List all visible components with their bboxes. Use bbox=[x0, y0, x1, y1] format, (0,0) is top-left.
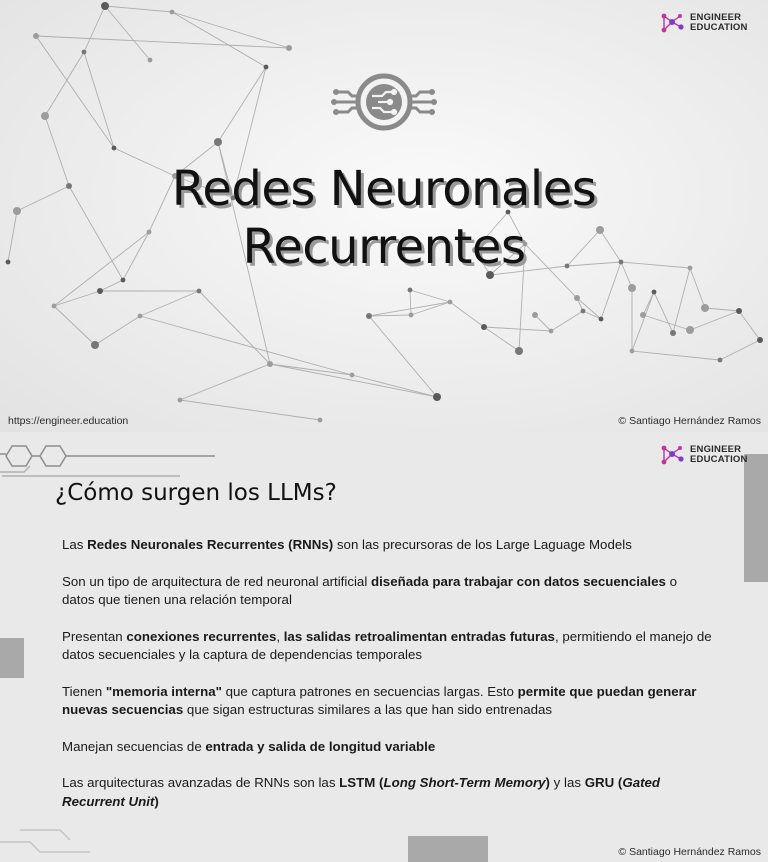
text: , bbox=[276, 628, 284, 644]
paragraph bbox=[62, 573, 712, 610]
text: o datos que tienen una relación temporal bbox=[62, 573, 677, 607]
brand-line1: ENGINEER bbox=[690, 12, 742, 23]
network-edge bbox=[369, 316, 437, 397]
text: Las arquitecturas avanzadas de RNNs son las bbox=[62, 775, 340, 790]
network-node bbox=[112, 146, 117, 151]
network-edge bbox=[654, 292, 673, 333]
network-node bbox=[264, 65, 269, 70]
network-node bbox=[318, 418, 323, 423]
network-node bbox=[214, 138, 222, 146]
copyright: © Santiago Hernández Ramos bbox=[618, 415, 761, 427]
network-node bbox=[267, 361, 273, 367]
network-node bbox=[701, 304, 709, 312]
network-edge bbox=[411, 302, 450, 315]
text: que sigan estructuras similares a las que han sido entrenadas bbox=[183, 702, 553, 717]
network-node bbox=[481, 324, 487, 330]
network-edge bbox=[45, 52, 84, 116]
network-node bbox=[91, 341, 99, 349]
network-node bbox=[366, 313, 372, 319]
brand-logo-2 bbox=[660, 444, 748, 466]
network-edge bbox=[95, 316, 140, 345]
brand-network-icon bbox=[660, 12, 686, 34]
network-node bbox=[736, 308, 742, 314]
network-edge bbox=[643, 292, 654, 315]
network-node bbox=[652, 290, 657, 295]
network-node bbox=[599, 317, 604, 322]
network-edge bbox=[484, 327, 551, 331]
network-node bbox=[197, 289, 202, 294]
bold-text: Redes Neuronales Recurrentes (RNNs) bbox=[87, 537, 334, 552]
network-node bbox=[409, 313, 414, 318]
network-edge bbox=[450, 302, 484, 327]
network-node bbox=[138, 314, 143, 319]
slide-title bbox=[0, 160, 768, 276]
network-edge bbox=[632, 292, 654, 351]
text: , permitiendo el manejo de datos secuenciales y la captura de dependencias temporales bbox=[62, 628, 712, 662]
network-node bbox=[101, 2, 109, 10]
network-edge bbox=[643, 315, 690, 330]
bold-text: permite que puedan generar nuevas secuencias bbox=[62, 683, 697, 717]
brand-line1: ENGINEER bbox=[690, 444, 742, 455]
network-edge bbox=[690, 311, 739, 330]
bold-text: ) bbox=[545, 775, 550, 790]
network-node bbox=[433, 393, 441, 401]
network-edge bbox=[705, 308, 739, 311]
network-edge bbox=[36, 36, 114, 148]
bullet-content bbox=[62, 536, 712, 829]
text: Presentan bbox=[62, 628, 127, 644]
network-edge bbox=[484, 327, 519, 351]
title-line1: Redes Neuronales bbox=[171, 161, 597, 217]
paragraph bbox=[62, 536, 712, 555]
brand-line2: EDUCATION bbox=[690, 22, 748, 33]
network-edge bbox=[632, 351, 720, 360]
network-edge bbox=[410, 290, 450, 302]
brand-logo bbox=[660, 12, 748, 34]
network-node bbox=[515, 347, 523, 355]
network-node bbox=[82, 50, 87, 55]
decor-block-bottom bbox=[408, 836, 488, 862]
network-node bbox=[52, 304, 57, 309]
network-edge bbox=[54, 291, 100, 306]
network-edge bbox=[673, 268, 690, 333]
decor-block-right bbox=[744, 454, 768, 582]
network-node bbox=[630, 349, 635, 354]
bold-text: Gated Recurrent Unit bbox=[62, 775, 661, 809]
text: son las precursoras de los Large Laguage Models bbox=[333, 537, 632, 552]
network-node bbox=[350, 373, 355, 378]
network-edge bbox=[720, 340, 760, 360]
text: Manejan secuencias de bbox=[62, 738, 206, 754]
network-node bbox=[532, 312, 538, 318]
network-edge bbox=[105, 6, 150, 60]
network-node bbox=[408, 288, 413, 293]
paragraph bbox=[62, 683, 712, 720]
network-node bbox=[178, 398, 183, 403]
network-node bbox=[97, 288, 103, 294]
bold-text: las salidas retroalimentan entradas futuras bbox=[283, 628, 555, 644]
network-edge bbox=[352, 375, 437, 397]
network-node bbox=[686, 326, 694, 334]
network-edge bbox=[140, 316, 352, 375]
text: que captura patrones en secuencias largas. Esto bbox=[221, 683, 518, 699]
network-edge bbox=[180, 364, 270, 400]
title-line2: Recurrentes bbox=[242, 219, 526, 275]
network-node bbox=[41, 112, 49, 120]
network-node bbox=[121, 278, 126, 283]
bold-text: conexiones recurrentes bbox=[126, 628, 277, 644]
network-node bbox=[628, 284, 636, 292]
network-node bbox=[549, 329, 554, 334]
network-edge bbox=[551, 311, 583, 331]
text: y las bbox=[549, 775, 585, 790]
network-edge bbox=[583, 311, 601, 319]
website-url: https://engineer.education bbox=[8, 415, 129, 427]
network-edge bbox=[180, 400, 320, 420]
network-node bbox=[33, 33, 39, 39]
copyright-2: © Santiago Hernández Ramos bbox=[618, 846, 761, 858]
network-node bbox=[640, 312, 646, 318]
bold-text: entrada y salida de longitud variable bbox=[205, 738, 436, 754]
network-edge bbox=[100, 280, 123, 291]
bold-text: GRU ( bbox=[584, 775, 623, 790]
decor-block-left bbox=[0, 638, 24, 678]
network-node bbox=[718, 358, 723, 363]
network-edge bbox=[84, 52, 114, 148]
network-edge bbox=[577, 298, 601, 319]
network-edge bbox=[199, 291, 270, 364]
brand-network-icon bbox=[660, 444, 686, 466]
network-edge bbox=[535, 315, 551, 331]
network-node bbox=[170, 10, 175, 15]
paragraph bbox=[62, 774, 712, 811]
network-edge bbox=[410, 290, 411, 315]
network-node bbox=[448, 300, 453, 305]
network-edge bbox=[739, 311, 760, 340]
text: Tienen bbox=[62, 683, 106, 699]
brand-line2: EDUCATION bbox=[690, 454, 748, 465]
content-slide bbox=[0, 432, 768, 862]
text: Son un tipo de arquitectura de red neuronal artificial bbox=[62, 573, 371, 589]
network-node bbox=[581, 309, 586, 314]
network-node bbox=[670, 330, 676, 336]
network-node bbox=[757, 337, 763, 343]
bold-text: LSTM ( bbox=[339, 775, 384, 790]
network-edge bbox=[270, 364, 437, 397]
network-edge bbox=[172, 12, 289, 48]
paragraph bbox=[62, 628, 712, 665]
bold-text: "memoria interna" bbox=[105, 683, 222, 699]
paragraph bbox=[62, 738, 712, 757]
network-edge bbox=[270, 364, 352, 375]
bold-text: ) bbox=[154, 793, 159, 809]
network-node bbox=[574, 295, 580, 301]
network-edge bbox=[84, 6, 105, 52]
bold-text: Long Short-Term Memory bbox=[383, 775, 546, 790]
network-edge bbox=[36, 36, 289, 48]
network-edge bbox=[172, 12, 266, 67]
network-edge bbox=[105, 6, 172, 12]
circuit-brain-icon bbox=[328, 72, 440, 132]
network-edge bbox=[218, 67, 266, 142]
network-node bbox=[286, 45, 292, 51]
slide-heading: ¿Cómo surgen los LLMs? bbox=[55, 480, 337, 506]
text: Las bbox=[62, 537, 88, 552]
network-node bbox=[148, 58, 153, 63]
bold-text: diseñada para trabajar con datos secuenciales bbox=[370, 573, 666, 589]
network-edge bbox=[140, 291, 199, 316]
network-edge bbox=[54, 306, 95, 345]
